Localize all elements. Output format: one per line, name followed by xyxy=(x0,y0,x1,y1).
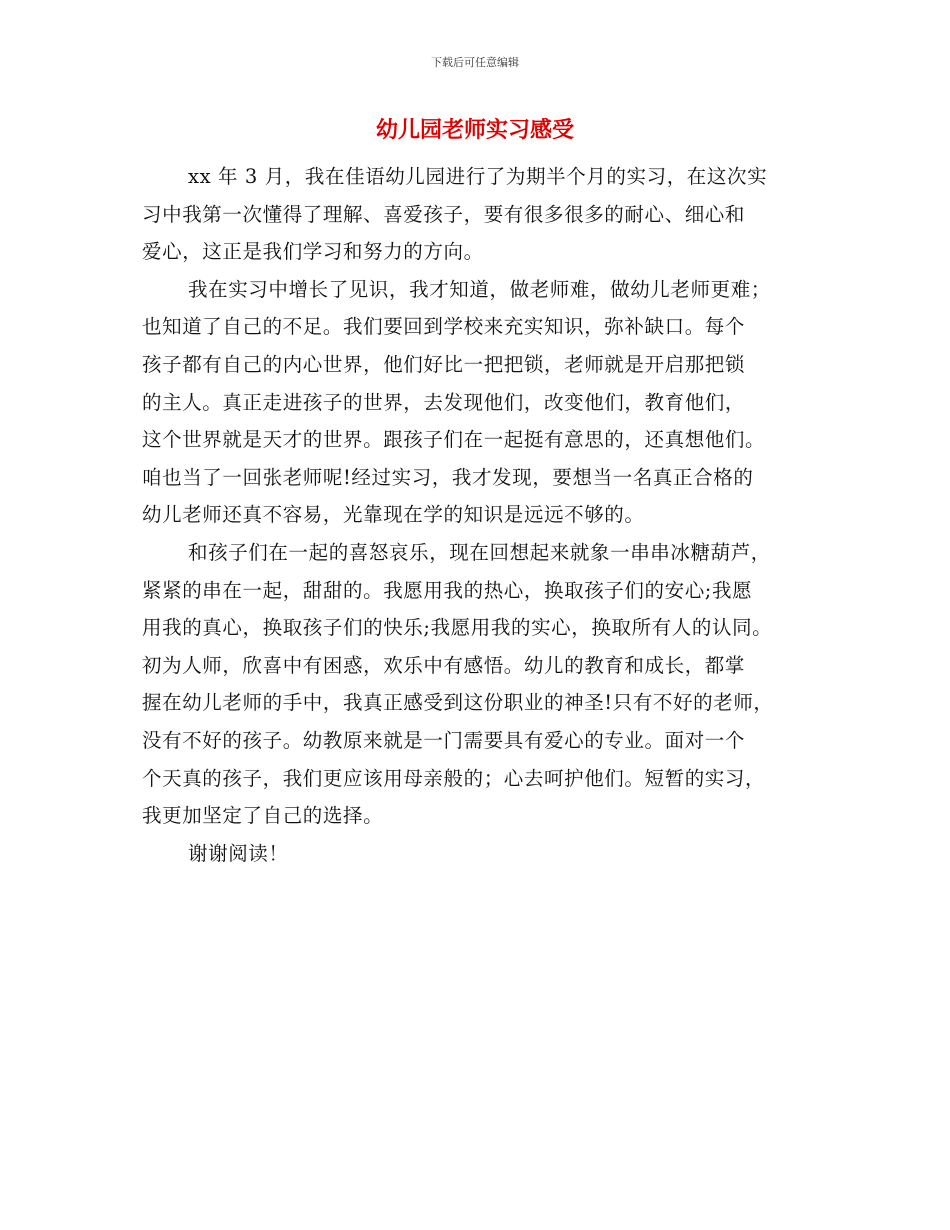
document-title: 幼儿园老师实习感受 xyxy=(375,117,574,143)
paragraph-line: 紧紧的串在一起，甜甜的。我愿用我的热心，换取孩子们的安心;我愿 xyxy=(142,578,753,602)
paragraph-line: 个天真的孩子，我们更应该用母亲般的；心去呵护他们。短暂的实习， xyxy=(142,766,766,790)
paragraph-line: 孩子都有自己的内心世界，他们好比一把把锁，老师就是开启那把锁 xyxy=(142,352,746,376)
paragraph-line: 的主人。真正走进孩子的世界，去发现他们，改变他们，教育他们， xyxy=(142,390,746,414)
paragraph-line: xx 年 3 月，我在佳语幼儿园进行了为期半个月的实习，在这次实 xyxy=(188,165,768,188)
paragraph-line: 用我的真心，换取孩子们的快乐;我愿用我的实心，换取所有人的认同。 xyxy=(142,616,773,640)
paragraph-line: 我更加坚定了自己的选择。 xyxy=(142,804,384,828)
header-note: 下载后可任意编辑 xyxy=(431,56,519,69)
paragraph-line: 也知道了自己的不足。我们要回到学校来充实知识，弥补缺口。每个 xyxy=(142,315,746,339)
paragraph-line: 没有不好的孩子。幼教原来就是一门需要具有爱心的专业。面对一个 xyxy=(142,728,746,752)
closing-line: 谢谢阅读！ xyxy=(188,841,289,865)
paragraph-line: 咱也当了一回张老师呢!经过实习，我才发现，要想当一名真正合格的 xyxy=(142,465,754,489)
paragraph-line: 初为人师，欣喜中有困惑，欢乐中有感悟。幼儿的教育和成长，都掌 xyxy=(142,653,746,677)
paragraph-line: 我在实习中增长了见识，我才知道，做老师难，做幼儿老师更难； xyxy=(188,277,771,301)
paragraph-line: 习中我第一次懂得了理解、喜爱孩子，要有很多很多的耐心、细心和 xyxy=(142,202,746,226)
paragraph-line: 爱心，这正是我们学习和努力的方向。 xyxy=(142,240,484,264)
paragraph-line: 这个世界就是天才的世界。跟孩子们在一起挺有意思的，还真想他们。 xyxy=(142,428,766,452)
document-body xyxy=(142,158,822,872)
paragraph-line: 和孩子们在一起的喜怒哀乐，现在回想起来就象一串串冰糖葫芦， xyxy=(188,540,771,564)
paragraph-line: 握在幼儿老师的手中，我真正感受到这份职业的神圣!只有不好的老师， xyxy=(142,691,774,715)
paragraph-line: 幼儿老师还真不容易，光靠现在学的知识是远远不够的。 xyxy=(142,503,645,527)
